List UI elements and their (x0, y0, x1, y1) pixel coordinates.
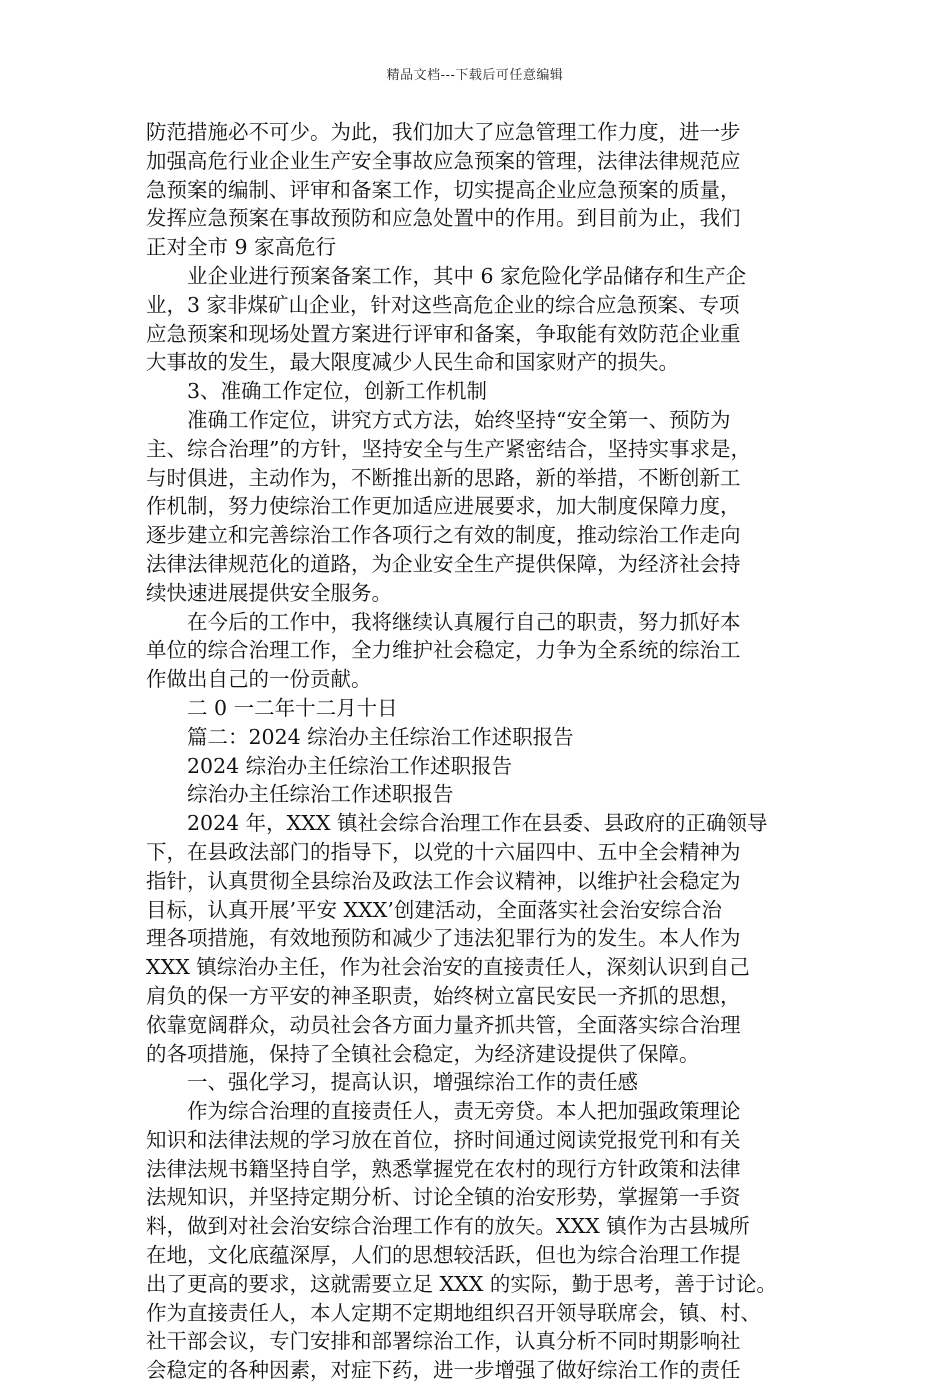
text-line: 3、准确工作定位，创新工作机制 (187, 379, 488, 404)
text-line: 发挥应急预案在事故预防和应急处置中的作用。到目前为止，我们 (146, 206, 741, 231)
text-line: 作为综合治理的直接责任人，责无旁贷。本人把加强政策理论 (187, 1099, 741, 1124)
text-line: 二 0 一二年十二月十日 (187, 695, 398, 720)
text-line: 法律法规书籍坚持自学，熟悉掌握党在农村的现行方针政策和法律 (146, 1156, 741, 1181)
document-body (146, 118, 830, 1385)
text-line: 2024 年，XXX 镇社会综合治理工作在县委、县政府的正确领导 (187, 811, 768, 836)
text-line: 下，在县政法部门的指导下，以党的十六届四中、五中全会精神为 (146, 839, 741, 864)
text-line: 准确工作定位，讲究方式方法，始终坚持“安全第一、预防为 (187, 407, 731, 432)
text-line: 与时俱进，主动作为，不断推出新的思路，新的举措，不断创新工 (146, 465, 741, 490)
text-line: 正对全市 9 家高危行 (146, 235, 337, 260)
text-line: 急预案的编制、评审和备案工作，切实提高企业应急预案的质量， (146, 177, 741, 202)
text-line: 作为直接责任人，本人定期不定期地组织召开领导联席会，镇、村、 (146, 1300, 761, 1325)
text-line: XXX 镇综治办主任，作为社会治安的直接责任人，深刻认识到自己 (146, 955, 750, 980)
text-line: 出了更高的要求，这就需要立足 XXX 的实际，勤于思考，善于讨论。 (146, 1271, 777, 1296)
text-line: 会稳定的各种因素，对症下药，进一步增强了做好综治工作的责任 (146, 1358, 741, 1383)
text-line: 综治办主任综治工作述职报告 (187, 782, 454, 807)
text-line: 续快速进展提供安全服务。 (146, 580, 392, 605)
text-line: 肩负的保一方平安的神圣职责，始终树立富民安民一齐抓的思想， (146, 983, 741, 1008)
text-line: 逐步建立和完善综治工作各项行之有效的制度，推动综治工作走向 (146, 523, 741, 548)
text-line: 作做出自己的一份贡献。 (146, 667, 372, 692)
text-line: 在地，文化底蕴深厚，人们的思想较活跃，但也为综合治理工作提 (146, 1243, 741, 1268)
text-line: 社干部会议，专门安排和部署综治工作，认真分析不同时期影响社 (146, 1329, 741, 1354)
text-line: 料，做到对社会治安综合治理工作有的放矢。XXX 镇作为古县城所 (146, 1214, 750, 1239)
text-line: 防范措施必不可少。为此，我们加大了应急管理工作力度，进一步 (146, 120, 741, 144)
text-line: 一、强化学习，提高认识，增强综治工作的责任感 (187, 1070, 638, 1095)
page-header: 精品文档---下载后可任意编辑 (386, 68, 564, 83)
text-line: 单位的综合治理工作，全力维护社会稳定，力争为全系统的综治工 (146, 638, 741, 663)
text-line: 知识和法律法规的学习放在首位，挤时间通过阅读党报党刊和有关 (146, 1127, 741, 1152)
text-line: 依靠宽阔群众，动员社会各方面力量齐抓共管，全面落实综合治理 (146, 1012, 741, 1037)
text-line: 指针，认真贯彻全县综治及政法工作会议精神，以维护社会稳定为 (146, 868, 741, 893)
text-line: 作机制，努力使综治工作更加适应进展要求，加大制度保障力度， (146, 494, 741, 519)
text-line: 业，3 家非煤矿山企业，针对这些高危企业的综合应急预案、专项 (146, 292, 740, 317)
text-line: 法规知识，并坚持定期分析、讨论全镇的治安形势，掌握第一手资 (146, 1185, 741, 1210)
text-line: 篇二：2024 综治办主任综治工作述职报告 (187, 724, 574, 749)
text-line: 应急预案和现场处置方案进行评审和备案，争取能有效防范企业重 (146, 321, 741, 346)
text-line: 业企业进行预案备案工作，其中 6 家危险化学品储存和生产企 (187, 263, 747, 288)
text-line: 在今后的工作中，我将继续认真履行自己的职责，努力抓好本 (187, 609, 741, 634)
text-line: 大事故的发生，最大限度减少人民生命和国家财产的损失。 (146, 350, 679, 375)
text-line: 目标，认真开展’平安 XXX’创建活动，全面落实社会治安综合治 (146, 897, 722, 922)
text-line: 加强高危行业企业生产安全事故应急预案的管理，法律法律规范应 (146, 148, 741, 173)
text-line: 理各项措施，有效地预防和减少了违法犯罪行为的发生。本人作为 (146, 926, 741, 951)
text-line: 法律法律规范化的道路，为企业安全生产提供保障，为经济社会持 (146, 551, 741, 576)
text-line: 2024 综治办主任综治工作述职报告 (187, 753, 513, 778)
text-line: 主、综合治理”的方针，坚持安全与生产紧密结合，坚持实事求是， (146, 436, 751, 461)
text-line: 的各项措施，保持了全镇社会稳定，为经济建设提供了保障。 (146, 1041, 700, 1066)
